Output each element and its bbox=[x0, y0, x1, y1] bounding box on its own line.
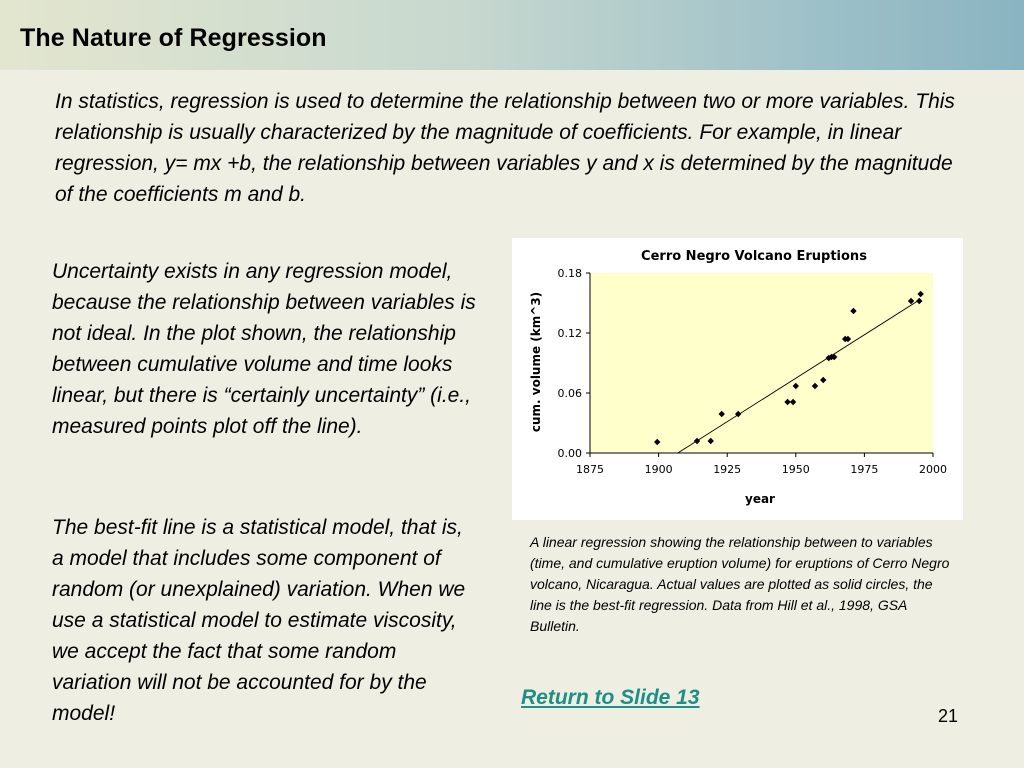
chart-title: Cerro Negro Volcano Eruptions bbox=[641, 249, 867, 264]
y-tick-label: 0.12 bbox=[557, 327, 582, 340]
uncertainty-paragraph: Uncertainty exists in any regression model, because the relationship between variables is not ideal. In the plot shown, the relationship between cumulative volume and time looks linear, but there is “certainly uncertainty” (i.e., measured points plot off the line). bbox=[52, 260, 476, 438]
x-tick-label: 1875 bbox=[576, 463, 604, 476]
title-bar bbox=[0, 0, 1024, 70]
y-tick-label: 0.00 bbox=[557, 447, 582, 460]
slide-title: The Nature of Regression bbox=[20, 24, 327, 52]
x-tick-label: 1925 bbox=[713, 463, 742, 476]
x-tick-label: 1900 bbox=[644, 463, 673, 476]
regression-chart bbox=[512, 238, 963, 520]
plot-area bbox=[558, 267, 948, 476]
x-tick-label: 2000 bbox=[919, 463, 947, 476]
y-axis-label: cum. volume (km^3) bbox=[529, 291, 543, 433]
x-tick-label: 1950 bbox=[781, 463, 810, 476]
y-tick-label: 0.06 bbox=[557, 387, 582, 400]
intro-paragraph: In statistics, regression is used to determine the relationship between two or more variables. This relationship is usually characterized by the magnitude of coefficients. For example, in linear regression, y= mx +b, the relationship between variables y and x is determined by the magnitude of the coefficients m and b. bbox=[55, 90, 955, 206]
chart-caption: A linear regression showing the relationship between to variables (time, and cumulative eruption volume) for eruptions of Cerro Negro volcano, Nicaragua. Actual values are plotted as solid circles, the line is the best-fit regression. Data from Hill et al., 1998, GSA Bulletin. bbox=[530, 534, 950, 634]
x-axis-label: year bbox=[745, 492, 775, 506]
x-tick-label: 1975 bbox=[850, 463, 879, 476]
y-tick-label: 0.18 bbox=[557, 267, 582, 280]
return-to-slide-link[interactable]: Return to Slide 13 bbox=[521, 686, 700, 709]
best-fit-paragraph: The best-fit line is a statistical model, that is, a model that includes some component of random (or unexplained) variation. When we use a statistical model to estimate viscosity, we accept the fact that some random variation will not be accounted for by the model! bbox=[52, 516, 466, 725]
chart-canvas bbox=[512, 238, 963, 520]
page-number: 21 bbox=[938, 706, 959, 726]
plot-background bbox=[590, 273, 933, 453]
